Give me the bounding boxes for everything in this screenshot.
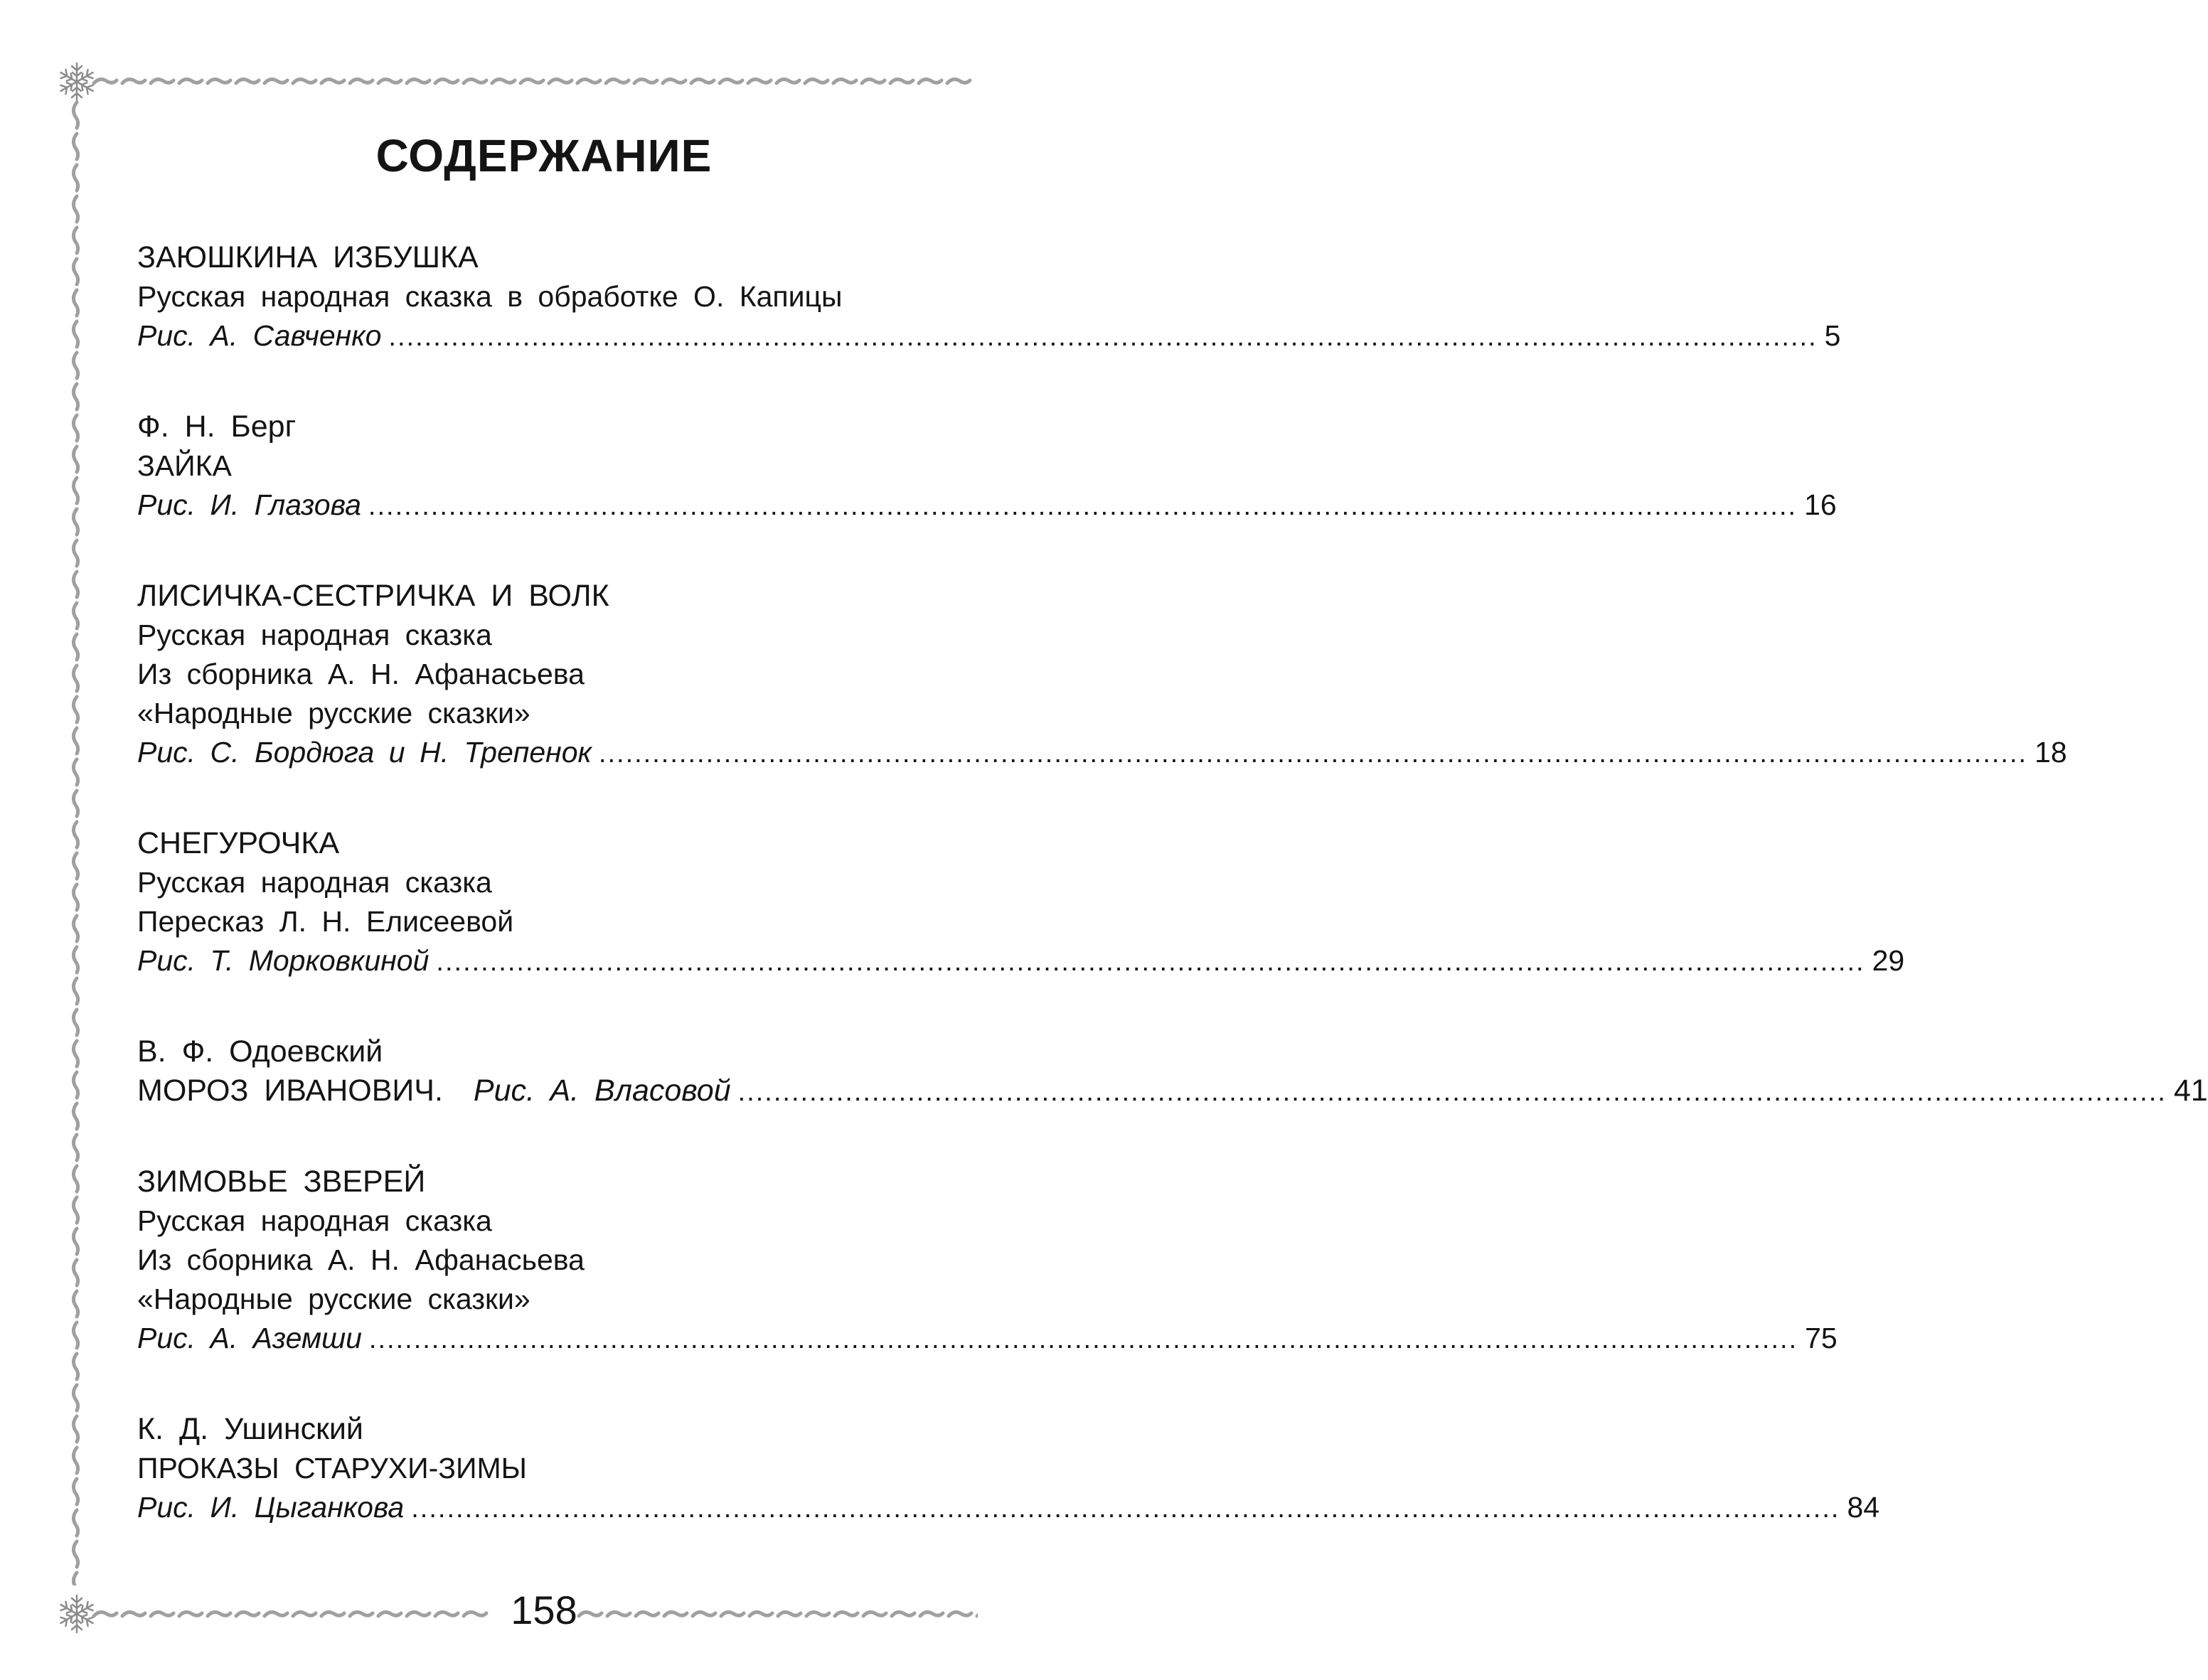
- credit-label: Рис.: [473, 1074, 535, 1108]
- illustrator-name: И. Цыганкова: [210, 1491, 405, 1524]
- toc-entry-subline: Из сборника А. Н. Афанасьева: [137, 658, 585, 690]
- illustrator-name: А. Савченко: [210, 319, 382, 352]
- credit-label: Рис.: [137, 488, 196, 521]
- toc-page-number[interactable]: 16: [1804, 488, 1837, 521]
- toc-page-number[interactable]: 41: [2173, 1074, 2208, 1108]
- ornament-border-bottom-right: [576, 1608, 978, 1621]
- toc-entry-subline: Пересказ Л. Н. Елисеевой: [137, 905, 514, 938]
- toc-entry-heading: В. Ф. Одоевский: [137, 1034, 383, 1069]
- toc-entry-title: МОРОЗ ИВАНОВИЧ.: [137, 1074, 443, 1108]
- toc-entry: [137, 824, 1905, 980]
- illustrator-name: А. Аземши: [210, 1322, 362, 1354]
- page-title: СОДЕРЖАНИЕ: [375, 130, 713, 181]
- table-of-contents: [137, 238, 2208, 1527]
- toc-entry-heading: ЗАЮШКИНА ИЗБУШКА: [137, 240, 479, 274]
- toc-entry-heading: ЛИСИЧКА-СЕСТРИЧКА И ВОЛК: [137, 579, 609, 613]
- ornament-border-left: [63, 100, 91, 1585]
- credit-label: Рис.: [137, 1322, 196, 1354]
- toc-page-number[interactable]: 18: [2034, 736, 2067, 769]
- toc-entry: [137, 407, 1837, 525]
- toc-page-number[interactable]: 75: [1805, 1322, 1838, 1354]
- toc-entry: [137, 1410, 1880, 1527]
- toc-entry-heading: ЗИМОВЬЕ ЗВЕРЕЙ: [137, 1165, 426, 1199]
- credit-conjunction: и: [388, 736, 405, 769]
- illustrator-name: Т. Морковкиной: [210, 944, 430, 977]
- toc-entry-credit: [137, 1071, 2208, 1111]
- dot-leader: ................................................................................................................................................................: [388, 322, 1818, 352]
- toc-entry-subline: Русская народная сказка в обработке О. Капицы: [137, 280, 843, 313]
- toc-entry: [137, 238, 1841, 355]
- ornament-border-top: [91, 75, 973, 88]
- toc-entry-credit: [137, 733, 2067, 772]
- credit-label: Рис.: [137, 736, 196, 769]
- toc-entry: [137, 1162, 1838, 1358]
- toc-entry: [137, 1032, 2208, 1111]
- toc-entry-subline: «Народные русские сказки»: [137, 1283, 530, 1315]
- credit-label: Рис.: [137, 1491, 196, 1524]
- toc-entry-heading: СНЕГУРОЧКА: [137, 826, 340, 860]
- dot-leader: ................................................................................................................................................................: [368, 491, 1798, 521]
- ornament-border-bottom-left: [91, 1608, 489, 1621]
- dot-leader: ................................................................................................................................................................: [411, 1494, 1840, 1524]
- toc-entry-credit: [137, 316, 1841, 355]
- dot-leader: ................................................................................................................................................................: [368, 1325, 1798, 1354]
- dot-leader: ................................................................................................................................................................: [598, 739, 2028, 769]
- toc-entry-subline: ЗАЙКА: [137, 449, 232, 482]
- toc-entry-subline: Русская народная сказка: [137, 866, 492, 899]
- toc-entry-subline: Русская народная сказка: [137, 1204, 492, 1237]
- toc-entry-subline: Из сборника А. Н. Афанасьева: [137, 1243, 585, 1276]
- dot-leader: ................................................................................................................................................................: [436, 947, 1865, 977]
- toc-entry-subline: «Народные русские сказки»: [137, 697, 530, 729]
- toc-page-number[interactable]: 29: [1872, 944, 1905, 977]
- credit-label: Рис.: [137, 319, 196, 352]
- dot-leader: ................................................................................................................................................................: [737, 1077, 2167, 1107]
- credit-label: Рис.: [137, 944, 196, 977]
- toc-entry-credit: [137, 486, 1837, 525]
- illustrator-name: А. Власовой: [550, 1074, 731, 1108]
- toc-entry-heading: Ф. Н. Берг: [137, 410, 297, 444]
- toc-entry-subline: ПРОКАЗЫ СТАРУХИ-ЗИМЫ: [137, 1452, 527, 1484]
- page-number: 158: [511, 1588, 577, 1632]
- toc-entry-heading: К. Д. Ушинский: [137, 1412, 363, 1446]
- toc-entry-credit: [137, 1319, 1838, 1358]
- toc-page-number[interactable]: 84: [1847, 1491, 1880, 1524]
- illustrator-name: С. Бордюга: [210, 736, 375, 769]
- toc-entry-subline: Русская народная сказка: [137, 619, 492, 651]
- toc-entry-credit: [137, 941, 1905, 980]
- toc-entry-credit: [137, 1488, 1880, 1527]
- toc-entry: [137, 577, 2067, 772]
- illustrator-name: И. Глазова: [210, 488, 361, 521]
- illustrator-name: Н. Трепенок: [420, 736, 592, 769]
- toc-page-number[interactable]: 5: [1824, 319, 1841, 352]
